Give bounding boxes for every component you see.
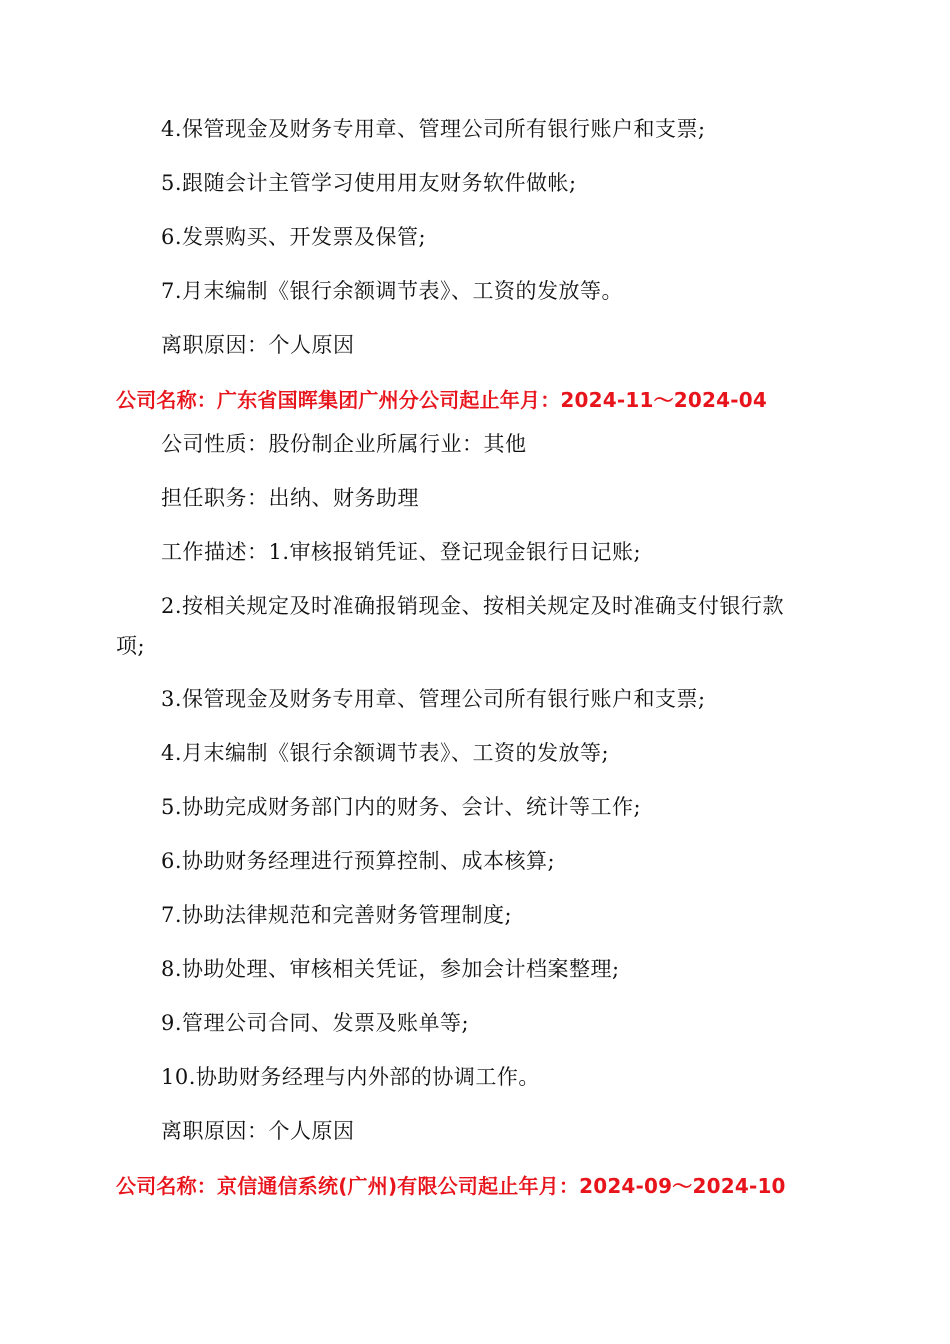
duty-item-10: 10.协助财务经理与内外部的协调工作。 (161, 1065, 540, 1089)
duty-item-7: 7.协助法律规范和完善财务管理制度; (161, 903, 513, 927)
duty-item-5: 5.跟随会计主管学习使用用友财务软件做帐; (161, 171, 577, 195)
duty-item-4: 4.月末编制《银行余额调节表》、工资的发放等; (161, 741, 610, 765)
leave-reason: 离职原因：个人原因 (161, 333, 355, 357)
company-heading: 公司名称：京信通信系统(广州)有限公司起止年月：2024-09～2024-10 (116, 1174, 786, 1198)
duty-item-2: 2.按相关规定及时准确报销现金、按相关规定及时准确支付银行款 (161, 594, 785, 618)
duty-item-6: 6.发票购买、开发票及保管; (161, 225, 427, 249)
duty-item-9: 9.管理公司合同、发票及账单等; (161, 1011, 470, 1035)
duty-item-2-continued: 项; (116, 634, 146, 658)
duty-item-6: 6.协助财务经理进行预算控制、成本核算; (161, 849, 556, 873)
company-nature: 公司性质：股份制企业所属行业：其他 (161, 432, 527, 456)
job-description: 工作描述：1.审核报销凭证、登记现金银行日记账; (161, 540, 642, 564)
duty-item-8: 8.协助处理、审核相关凭证，参加会计档案整理; (161, 957, 620, 981)
duty-item-5: 5.协助完成财务部门内的财务、会计、统计等工作; (161, 795, 642, 819)
job-position: 担任职务：出纳、财务助理 (161, 486, 419, 510)
duty-item-4: 4.保管现金及财务专用章、管理公司所有银行账户和支票; (161, 117, 706, 141)
duty-item-7: 7.月末编制《银行余额调节表》、工资的发放等。 (161, 279, 624, 303)
duty-item-3: 3.保管现金及财务专用章、管理公司所有银行账户和支票; (161, 687, 706, 711)
company-heading: 公司名称：广东省国晖集团广州分公司起止年月：2024-11～2024-04 (116, 388, 767, 412)
leave-reason: 离职原因：个人原因 (161, 1119, 355, 1143)
